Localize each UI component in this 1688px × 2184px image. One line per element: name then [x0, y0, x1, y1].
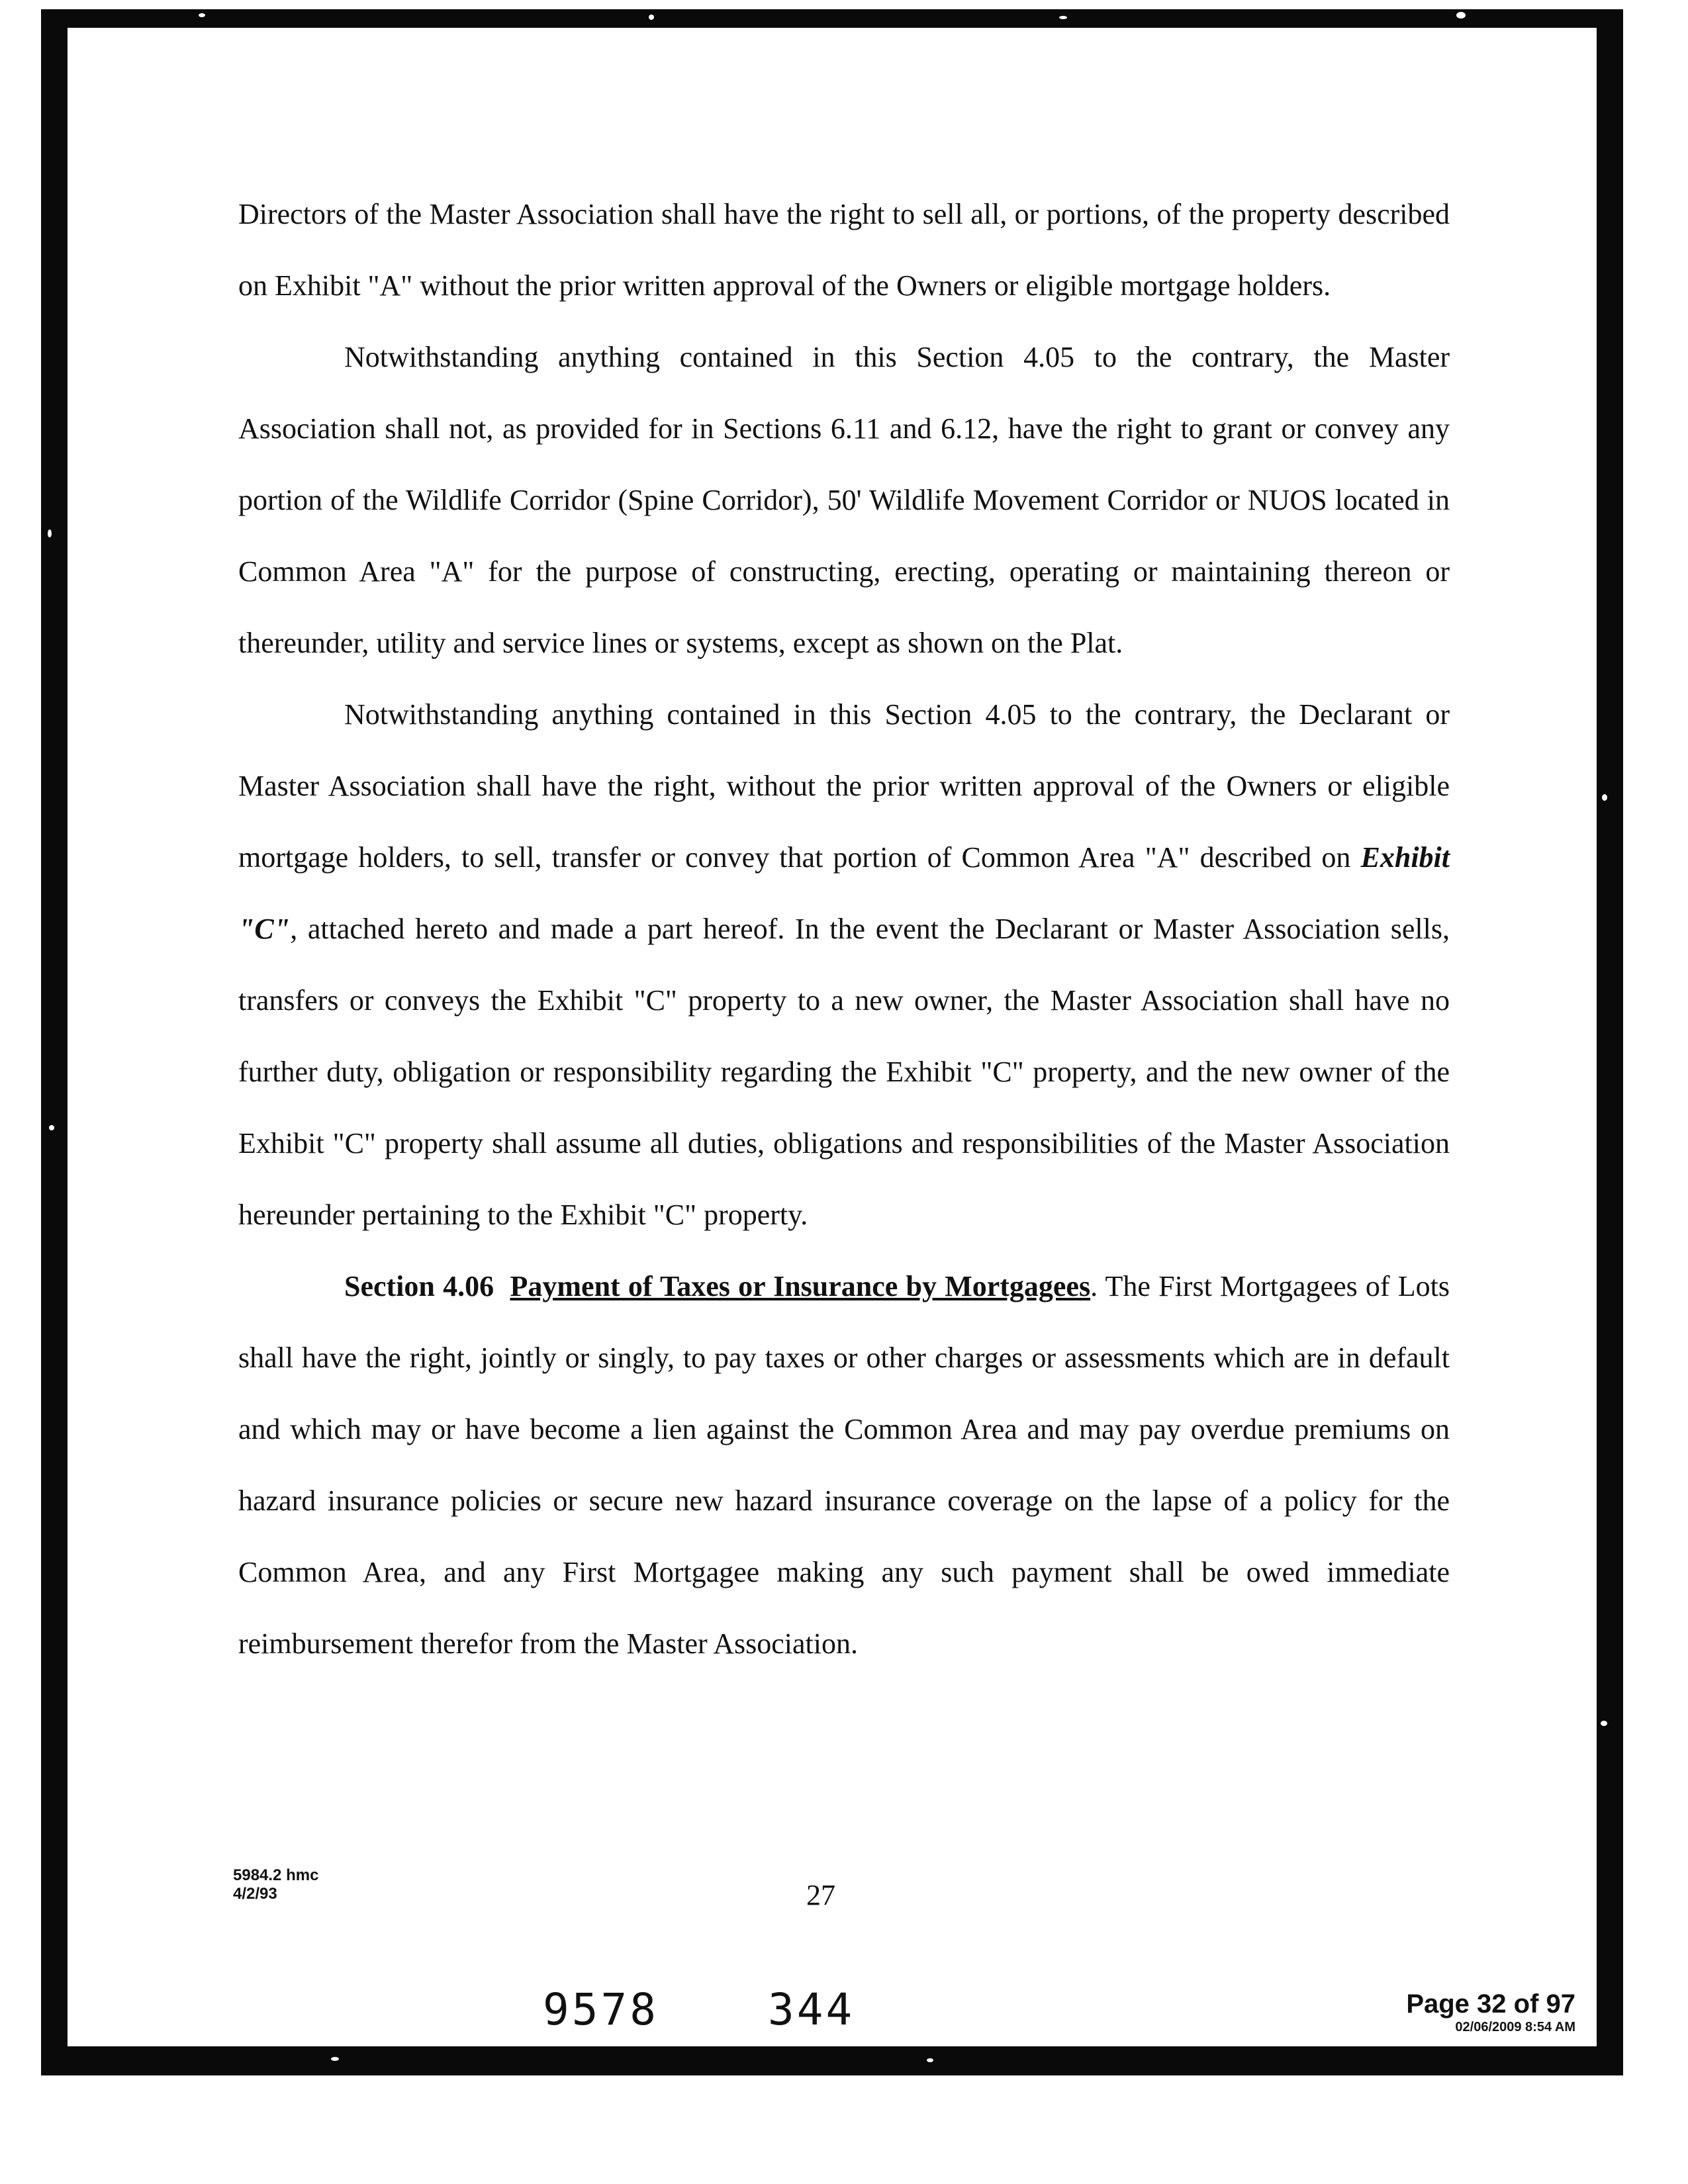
paragraph-text: Notwithstanding anything contained in this Section 4.05 to the contrary, the Declarant or Master Association shall have the right, without the prior written approval of the Owners or eligible mortgage holders, to sell, transfer or convey that portion of Common Area "A" described on — [238, 698, 1450, 874]
scan-speck — [48, 529, 52, 537]
section-title: Payment of Taxes or Insurance by Mortgagees — [510, 1270, 1091, 1302]
section-4-06 — [238, 1251, 1450, 1680]
scan-speck — [49, 1125, 54, 1130]
page-number: 27 — [806, 1879, 835, 1911]
scan-speck — [1602, 794, 1607, 801]
paragraph: Notwithstanding anything contained in this Section 4.05 to the contrary, the Master Association shall not, as provided for in Sections 6.11 and 6.12, have the right to grant or convey any portion of the Wildlife Corridor (Spine Corridor), 50' Wildlife Movement Corridor or NUOS located in Common Area "A" for the purpose of constructing, erecting, operating or maintaining thereon or thereunder, utility and service lines or systems, except as shown on the Plat. — [238, 341, 1450, 659]
paragraph-text: , attached hereto and made a part hereof. In the event the Declarant or Master Association sells, transfers or conveys the Exhibit "C" property to a new owner, the Master Association shall have no further duty, obligation or responsibility regarding the Exhibit "C" property, and the new owner of the Exhibit "C" property shall assume all duties, obligations and responsibilities of the Master Association hereunder pertaining to the Exhibit "C" property. — [238, 913, 1450, 1231]
paragraph — [238, 679, 1450, 1251]
file-date: 4/2/93 — [233, 1885, 277, 1903]
scan-speck — [1059, 16, 1067, 19]
stamp-datetime: 02/06/2009 8:54 AM — [1455, 2020, 1575, 2034]
scan-speck — [927, 2058, 933, 2062]
recording-stamp — [1406, 1989, 1575, 2035]
scan-speck — [199, 13, 205, 17]
exhibit-c-reference: Exhibit "C" — [238, 841, 1450, 945]
book-number: 9578 — [543, 1984, 659, 2035]
file-reference — [233, 1866, 318, 1903]
file-ref: 5984.2 hmc — [233, 1866, 319, 1884]
book-page-number: 344 — [768, 1984, 855, 2035]
section-text: . The First Mortgagees of Lots shall have the right, jointly or singly, to pay taxes or other charges or assessments which are in default and which may or have become a lien against the Common Area and may pay overdue premiums on hazard insurance policies or secure new hazard insurance coverage on the lapse of a policy for the Common Area, and any First Mortgagee making any such payment shall be owed immediate reimbursement therefor from the Master Association. — [238, 1270, 1450, 1660]
scan-speck — [1456, 12, 1466, 19]
stamp-page: Page 32 of 97 — [1406, 1989, 1575, 2019]
scan-speck — [649, 15, 654, 20]
document-body — [238, 179, 1450, 1680]
paragraph: Directors of the Master Association shall have the right to sell all, or portions, of the property described on Exhibit "A" without the prior written approval of the Owners or eligible mortgage holders. — [238, 198, 1450, 302]
scan-speck — [331, 2057, 339, 2061]
scan-speck — [1601, 1721, 1607, 1726]
section-number: Section 4.06 — [344, 1270, 494, 1302]
